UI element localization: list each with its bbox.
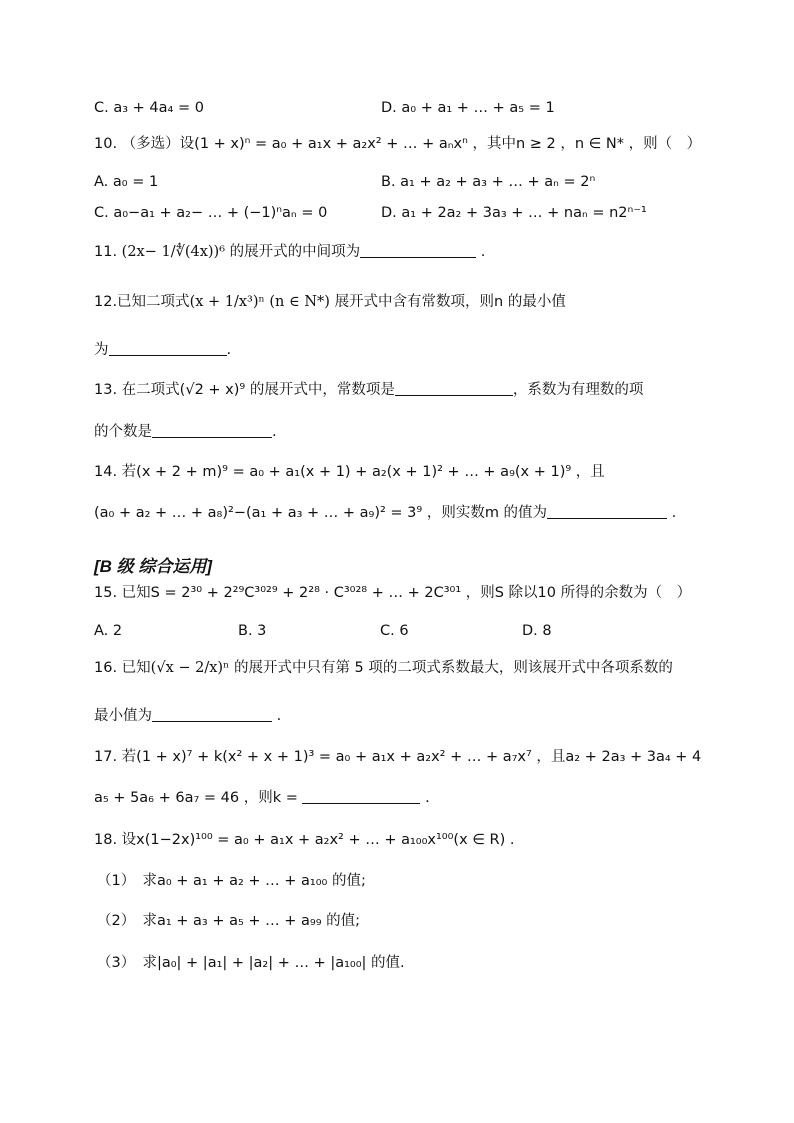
q17-cont-text: a₅ + 5a₆ + 6a₇ = 46 ，则k =	[94, 790, 298, 806]
q18-part-3: （3） 求|a₀| + |a₁| + |a₂| + … + |a₁₀₀| 的值.	[97, 955, 405, 971]
question-15: 15. 已知S = 2³⁰ + 2²⁹C³⁰²⁹ + 2²⁸ · C³⁰²⁸ + … + 2C³⁰¹ ，则S 除以10 所得的余数为（ ）	[94, 585, 692, 601]
q13-text: 13. 在二项式(√2 + x)⁹ 的展开式中，常数项是	[94, 382, 395, 398]
q16-period: .	[276, 708, 282, 724]
q18-part-2: （2） 求a₁ + a₃ + a₅ + … + a₉₉ 的值;	[97, 913, 361, 929]
q12-period: .	[226, 342, 232, 358]
question-12	[94, 290, 566, 314]
q17-continuation	[94, 786, 430, 810]
q13-continuation	[94, 420, 277, 444]
q10-option-b: B. a₁ + a₂ + a₃ + … + aₙ = 2ⁿ	[381, 174, 596, 190]
q17-period: .	[425, 790, 430, 806]
q13-text-b: ，系数为有理数的项	[512, 382, 644, 398]
q14-period: .	[671, 505, 677, 521]
q11-number: 11.	[94, 244, 118, 260]
q12-number: 12.已知二项式	[94, 294, 190, 310]
q16-continuation	[94, 704, 281, 728]
question-14: 14. 若(x + 2 + m)⁹ = a₀ + a₁(x + 1) + a₂(x + 1)² + … + a₉(x + 1)⁹ ，且	[94, 464, 605, 480]
q16-number: 16. 已知	[94, 660, 151, 676]
q9-option-d: D. a₀ + a₁ + … + a₅ = 1	[381, 100, 555, 116]
q12-answer-blank[interactable]	[109, 339, 227, 356]
q11-answer-blank[interactable]	[360, 241, 476, 258]
q12-text: 展开式中含有常数项，则n 的最小值	[334, 294, 566, 310]
question-11	[94, 240, 485, 264]
q13-answer-blank-2[interactable]	[152, 421, 272, 438]
q12-expression: (x + 1/x³)ⁿ (n ∈ N*)	[189, 294, 330, 310]
q13-period: .	[272, 424, 277, 440]
section-heading: [B 级 综合运用]	[94, 557, 213, 576]
q18-part-1: （1） 求a₀ + a₁ + a₂ + … + a₁₀₀ 的值;	[97, 873, 366, 889]
question-18: 18. 设x(1−2x)¹⁰⁰ = a₀ + a₁x + a₂x² + … + a₁₀₀x¹⁰⁰(x ∈ R) .	[94, 832, 515, 848]
q15-option-d: D. 8	[522, 623, 552, 639]
q16-answer-blank[interactable]	[152, 705, 272, 722]
q15-option-c: C. 6	[380, 623, 409, 639]
q9-option-c: C. a₃ + 4a₄ = 0	[94, 100, 204, 116]
q10-option-a: A. a₀ = 1	[94, 174, 159, 190]
q16-text: 的展开式中只有第 5 项的二项式系数最大，则该展开式中各项系数的	[233, 660, 673, 676]
q12-cont-text: 为	[94, 342, 109, 358]
q13-cont-text: 的个数是	[94, 424, 152, 440]
q14-continuation	[94, 501, 676, 525]
q17-answer-blank[interactable]	[302, 787, 420, 804]
q14-answer-blank[interactable]	[547, 502, 667, 519]
q14-cont-text: (a₀ + a₂ + … + a₈)²−(a₁ + a₃ + … + a₉)² = 3⁹ ，则实数m 的值为	[94, 505, 548, 521]
q11-expression: (2x− 1/∜(4x))⁶	[121, 244, 226, 260]
q15-option-a: A. 2	[94, 623, 123, 639]
question-13	[94, 378, 643, 402]
q10-option-c: C. a₀−a₁ + a₂− … + (−1)ⁿaₙ = 0	[94, 205, 328, 221]
q15-option-b: B. 3	[238, 623, 267, 639]
q16-expression: (√x − 2/x)ⁿ	[150, 660, 230, 676]
q12-continuation	[94, 338, 231, 362]
question-17: 17. 若(1 + x)⁷ + k(x² + x + 1)³ = a₀ + a₁x + a₂x² + … + a₇x⁷ ，且a₂ + 2a₃ + 3a₄ + 4	[94, 749, 702, 765]
q11-text: 的展开式的中间项为	[229, 244, 361, 260]
q11-period: .	[480, 244, 486, 260]
q10-option-d: D. a₁ + 2a₂ + 3a₃ + … + naₙ = n2ⁿ⁻¹	[381, 205, 647, 221]
question-16	[94, 656, 673, 680]
question-10: 10. （多选）设(1 + x)ⁿ = a₀ + a₁x + a₂x² + … + aₙxⁿ ，其中n ≥ 2 ，n ∈ N* ，则（ ）	[94, 136, 702, 152]
q16-cont-text: 最小值为	[94, 708, 152, 724]
q13-answer-blank-1[interactable]	[395, 379, 513, 396]
